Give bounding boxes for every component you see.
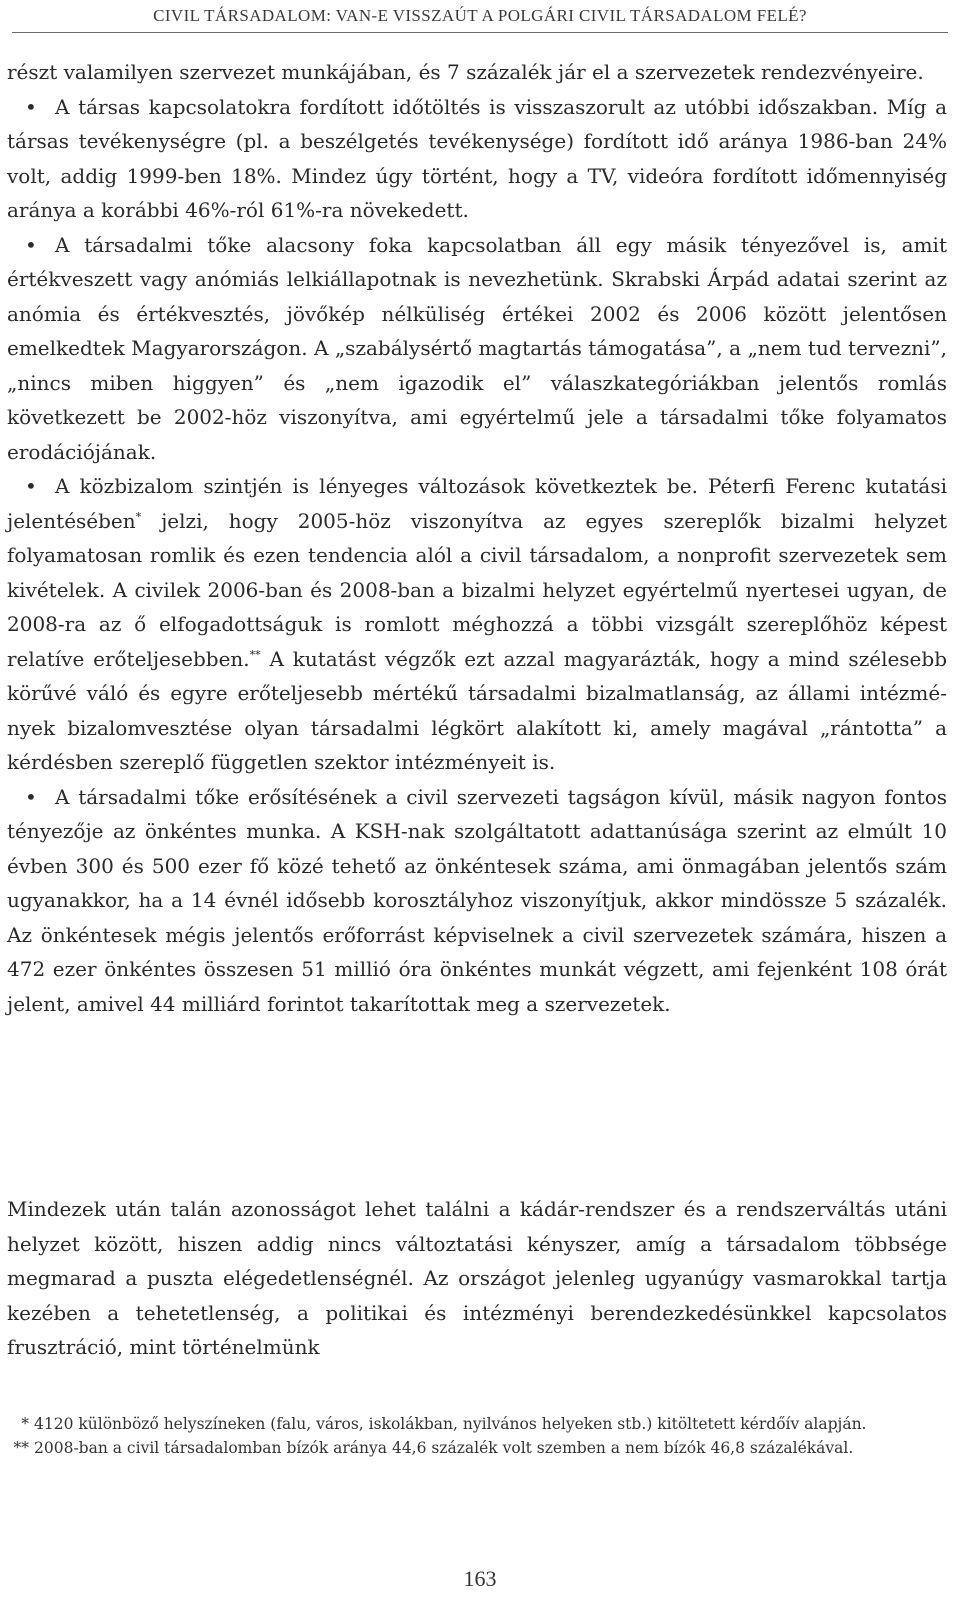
bullet-paragraph-text: A közbizalom szintjén is lényeges változások következtek be. Péterfi Ferenc kutatási jelentésében [7,474,947,533]
bullet-paragraph-volunteering [7,780,947,1022]
footnote-mark: ** [13,1439,29,1457]
closing-paragraph: Mindezek után talán azonosságot lehet találni a kádár-rendszer és a rendszerváltás utáni helyzet között, hiszen addig nincs változtatási kényszer, amíg a társadalom többsége megmarad a puszta elégedetlenségnél. Az országot jelenleg ugyanúgy vasmarokkal tartja kezében a tehetetlenség, a politikai és intézményi berendezkedésünkkel kapcsolatos frusztráció, mint történelmünk [7,1197,947,1359]
bullet-paragraph-public-trust [7,469,947,780]
footnote-reference: * [135,509,142,523]
footnote [7,1412,947,1436]
bullet-icon: • [25,232,37,257]
main-text [7,55,947,1021]
running-header: CIVIL TÁRSADALOM: VAN-E VISSZAÚT A POLGÁRI CIVIL TÁRSADALOM FELÉ? [153,6,807,25]
bullet-icon: • [25,474,37,498]
bullet-paragraph-text: A társas kapcsolatokra fordított időtöltés is visszaszorult az utóbbi időszakban. Míg a társas tevékenységre (pl. a beszélgetés tevékenysége) fordított idő aránya 1986-ban 24% volt, addig 1999-ben 18%. Mindez úgy történt, hogy a TV, videóra fordított időmennyiség aránya a korábbi 46%-ról 61%-ra növekedett. [7,94,947,222]
bullet-paragraph-text: A társadalmi tőke erősítésének a civil szervezeti tagságon kívül, másik nagyon fontos tényezője az önkéntes munka. A KSH-nak szolgáltatott adattanúsága szerint az elmúlt 10 évben 300 és 500 ezer fő közé tehető az önkéntesek száma, ami önmagában jelentős szám ugyanakkor, ha a 14 évnél idősebb korosztályhoz viszonyítjuk, akkor mindössze 5 százalék. Az önkéntesek mégis jelentős erőforrást képviselnek a civil szervezetek számára, hiszen a 472 ezer önkéntes összesen 51 millió óra önkéntes munkát végzett, ami fejenként 108 órát jelent, amivel 44 milliárd forintot takarítottak meg a szervezetek. [7,784,947,1016]
footnote-text: 4120 különböző helyszíneken (falu, város, iskolákban, nyilvános helyeken stb.) kitöltetett kérdőív alapján. [34,1415,867,1433]
closing-text [7,1192,947,1365]
page-number: 163 [463,1566,497,1591]
footnote-mark: * [21,1415,29,1433]
footnote-reference: ** [249,647,261,661]
footnote [7,1436,947,1460]
footnotes [7,1412,947,1460]
bullet-paragraph-text: A társadalmi tőke alacsony foka kapcsolatban áll egy másik tényezővel is, amit értékveszett vagy anómiás lelkiállapotnak is nevezhetünk. Skrabski Árpád adatai szerint az anómia és értékvesztés, jövőkép nélküliség értékei 2002 és 2006 között jelentősen emelkedtek Magyarországon. A „szabálysértő magtartás támogatása”, a „nem tud tervezni”, „nincs miben higgyen” és „nem igazodik el” válaszkategóriákban jelentős romlás következett be 2002-höz viszonyítva, ami egyértelmű jele a társadalmi tőke folyamatos erodációjának. [7,232,947,464]
bullet-paragraph-anomie [7,228,947,470]
header-rule [12,32,948,33]
bullet-icon: • [25,94,37,119]
footnote-text: 2008-ban a civil társadalomban bízók aránya 44,6 százalék volt szemben a nem bízók 46,8 százalékával. [34,1439,854,1457]
paragraph-continuation: részt valamilyen szervezet munkájában, és 7 százalék jár el a szervezetek rendezvényeire. [7,60,924,84]
bullet-paragraph-social-time [7,90,947,228]
bullet-paragraph-text: A kutatást végzők ezt azzal magyarázták, hogy a mind szélesebb körűvé váló és egyre erőteljesebb mértékű társadalmi bizalmatlanság, az állami intézmények bizalomvesztése olyan társadalmi légkört alakított ki, amely magával „rántotta” a kérdésben szereplő független szektor intézményeit is. [7,646,948,774]
bullet-icon: • [25,784,37,809]
bullet-paragraph-text: jelzi, hogy 2005-höz viszonyítva az egyes szereplők bizalmi helyzet folyamatosan romlik és ezen tendencia alól a civil társadalom, a nonprofit szervezetek sem kivételek. A civilek 2006-ban és 2008-ban a bizalmi helyzet egyértelmű nyertesei ugyan, de 2008-ra az ő elfogadottságuk is romlott méghozzá a többi vizsgált szereplőhöz képest relatíve erőteljesebben. [7,508,947,671]
